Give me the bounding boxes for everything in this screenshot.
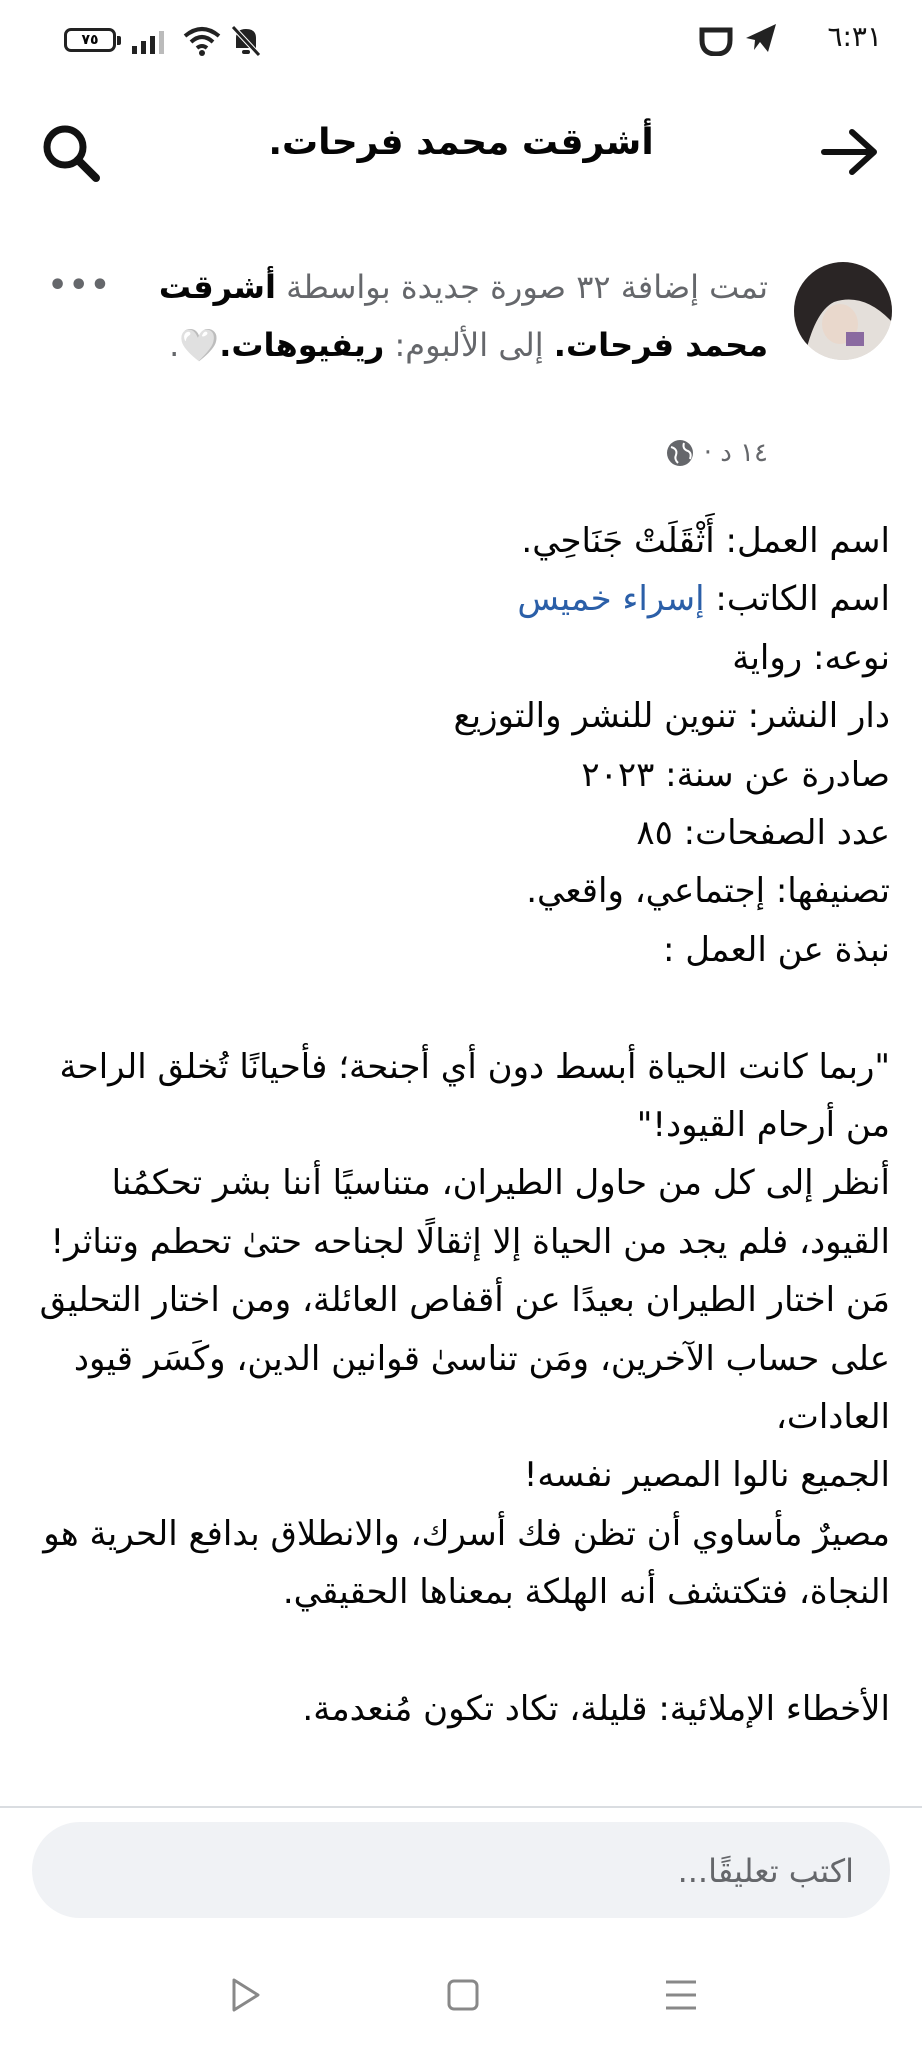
post-author-link[interactable]: أشرقت محمد فرحات. bbox=[158, 268, 768, 364]
app-notification-icon bbox=[698, 20, 734, 56]
post-meta bbox=[666, 438, 768, 468]
summary-paragraph-1: أنظر إلى كل من حاول الطيران، متناسيًا أننا بشر تحكمُنا القيود، فلم يجد من الحياة إلا إثقالًا لجناحه حتىٰ تحطم وتناثر! bbox=[50, 1163, 890, 1262]
summary-paragraph-2: مَن اختار الطيران بعيدًا عن أقفاص العائلة، ومن اختار التحليق على حساب الآخرين، ومَن تناسىٰ قوانين الدين، وكَسَر قيود العادات، bbox=[28, 1280, 890, 1438]
summary-paragraph-3: الجميع نالوا المصير نفسه! bbox=[523, 1455, 890, 1496]
comment-box[interactable] bbox=[32, 1822, 890, 1918]
author-mention-link[interactable]: إسراء خميس bbox=[517, 579, 705, 620]
post-header-text bbox=[148, 258, 768, 374]
menu-icon[interactable] bbox=[664, 1976, 698, 2014]
status-time: ٦:٣١ bbox=[827, 20, 882, 53]
signal-icon bbox=[130, 30, 170, 54]
work-name: اسم العمل: أَثْقَلَتْ جَنَاحِي. bbox=[521, 521, 890, 561]
divider bbox=[0, 1806, 922, 1808]
post-timestamp[interactable]: ١٤ د · bbox=[703, 438, 768, 468]
work-type: نوعه: رواية bbox=[732, 637, 890, 678]
post-action-middle: إلى الألبوم: bbox=[394, 326, 544, 364]
battery-icon: ٧٥ bbox=[64, 28, 116, 52]
comment-input[interactable] bbox=[72, 1846, 856, 1896]
telegram-icon bbox=[744, 22, 778, 54]
album-link[interactable]: ريفيوهات. bbox=[219, 326, 385, 364]
publish-year: صادرة عن سنة: ٢٠٢٣ bbox=[581, 754, 890, 795]
more-options-icon[interactable]: ••• bbox=[48, 268, 112, 303]
page-count: عدد الصفحات: ٨٥ bbox=[636, 813, 890, 854]
page-header bbox=[0, 100, 922, 200]
page-title: أشرقت محمد فرحات. bbox=[268, 122, 654, 163]
author-label: اسم الكاتب: bbox=[704, 579, 890, 620]
summary-paragraph-4: مصيرٌ مأساوي أن تظن فك أسرك، والانطلاق بدافع الحرية هو النجاة، فتكتشف أنه الهلكة بمعناها الحقيقي. bbox=[32, 1513, 890, 1613]
system-nav-bar bbox=[0, 1950, 922, 2048]
globe-icon bbox=[666, 439, 694, 467]
publisher: دار النشر: تنوين للنشر والتوزيع bbox=[453, 696, 890, 737]
album-dot: . bbox=[169, 326, 180, 364]
wifi-icon bbox=[182, 24, 222, 56]
spelling-errors: الأخطاء الإملائية: قليلة، تكاد تكون مُنعدمة. bbox=[302, 1689, 890, 1730]
avatar[interactable] bbox=[794, 262, 892, 360]
heart-emoji: 🤍 bbox=[179, 326, 220, 364]
post-body bbox=[30, 512, 890, 1739]
author-line bbox=[30, 570, 890, 628]
back-triangle-icon[interactable] bbox=[228, 1976, 262, 2014]
quote-paragraph: "ربما كانت الحياة أبسط دون أي أجنحة؛ فأحيانًا تُخلق الراحة من أرحام القيود!" bbox=[48, 1046, 890, 1146]
status-bar bbox=[0, 0, 922, 82]
mute-icon bbox=[230, 24, 262, 58]
category: تصنيفها: إجتماعي، واقعي. bbox=[526, 871, 890, 912]
post-action-prefix: تمت إضافة ٣٢ صورة جديدة بواسطة bbox=[286, 268, 768, 306]
arrow-right-icon[interactable] bbox=[818, 126, 880, 178]
home-square-icon[interactable] bbox=[446, 1978, 480, 2012]
summary-label: نبذة عن العمل : bbox=[662, 929, 890, 970]
